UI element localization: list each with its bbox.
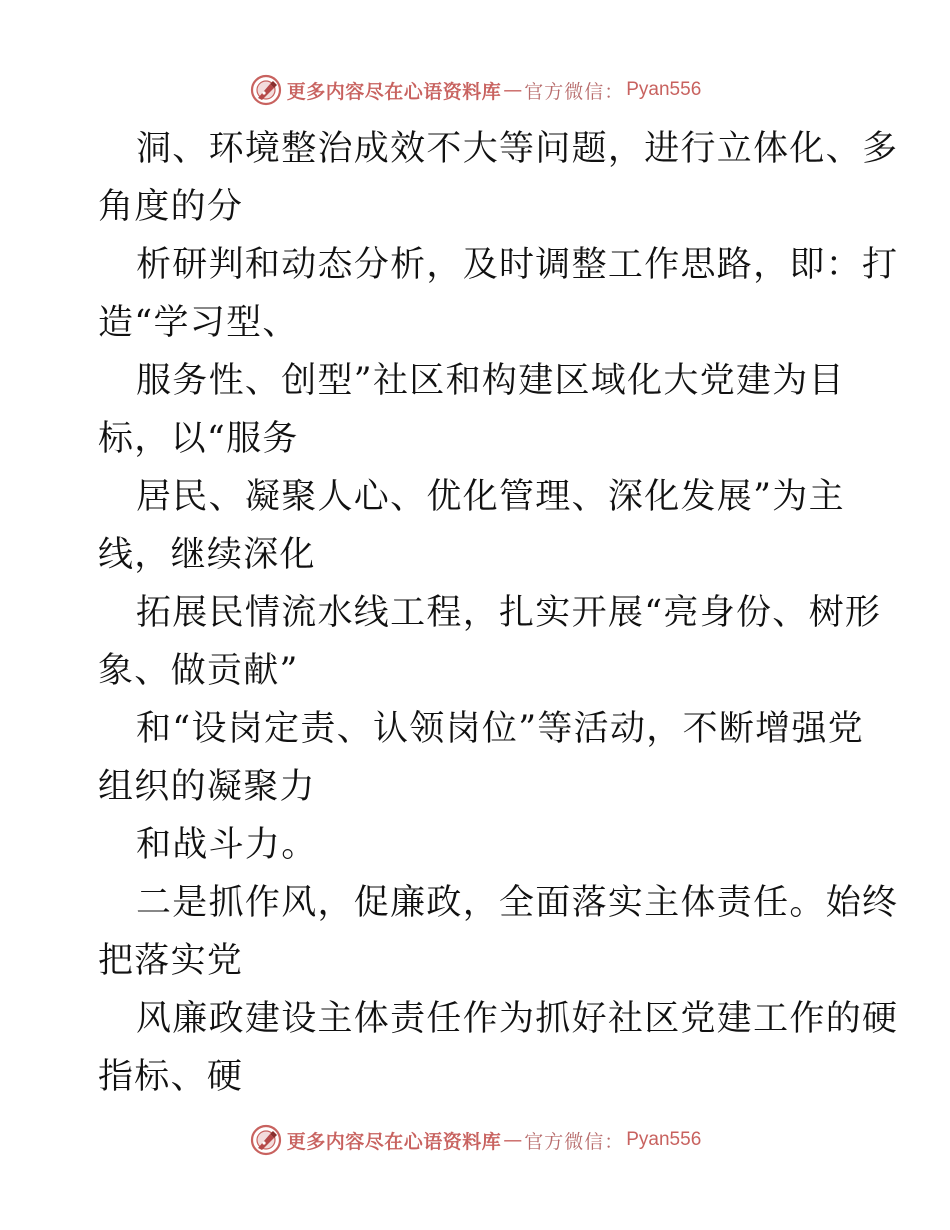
watermark-official-label: 官方微信： (524, 1130, 625, 1153)
text-line: 角度的分 (98, 187, 244, 227)
text-line: 居民、凝聚人心、优化管理、深化发展”为主 (136, 477, 845, 517)
text-line: 析研判和动态分析，及时调整工作思路，即：打 (136, 245, 899, 285)
pen-nib-logo-icon (249, 1123, 283, 1157)
text-line: 服务性、创型”社区和构建区域化大党建为目 (136, 361, 845, 401)
document-body-text (98, 120, 899, 1106)
text-line: 造“学习型、 (98, 303, 299, 343)
text-line: 和战斗力。 (136, 825, 318, 865)
pen-nib-logo-icon (249, 73, 283, 107)
watermark-banner-top (0, 70, 950, 110)
text-line: 标，以“服务 (98, 419, 299, 459)
text-line: 二是抓作风，促廉政，全面落实主体责任。始终 (136, 883, 899, 923)
watermark-separator: — (503, 79, 523, 101)
text-line: 风廉政建设主体责任作为抓好社区党建工作的硬 (136, 999, 899, 1039)
watermark-wechat-id: Pyan556 (626, 79, 702, 100)
text-line: 指标、硬 (98, 1057, 244, 1097)
text-line: 洞、环境整治成效不大等问题，进行立体化、多 (136, 129, 899, 169)
watermark-official-label: 官方微信： (524, 80, 625, 103)
text-line: 拓展民情流水线工程，扎实开展“亮身份、树形 (136, 593, 882, 633)
watermark-brand-text: 更多内容尽在心语资料库 (286, 80, 502, 103)
text-line: 线，继续深化 (98, 535, 316, 575)
watermark-brand-text: 更多内容尽在心语资料库 (286, 1130, 502, 1153)
text-line: 象、做贡献” (98, 651, 299, 691)
text-line: 把落实党 (98, 941, 244, 981)
text-line: 和“设岗定责、认领岗位”等活动，不断增强党 (136, 709, 865, 749)
watermark-separator: — (503, 1129, 523, 1151)
text-line: 组织的凝聚力 (98, 767, 316, 807)
watermark-wechat-id: Pyan556 (626, 1129, 702, 1150)
watermark-banner-bottom (0, 1120, 950, 1160)
